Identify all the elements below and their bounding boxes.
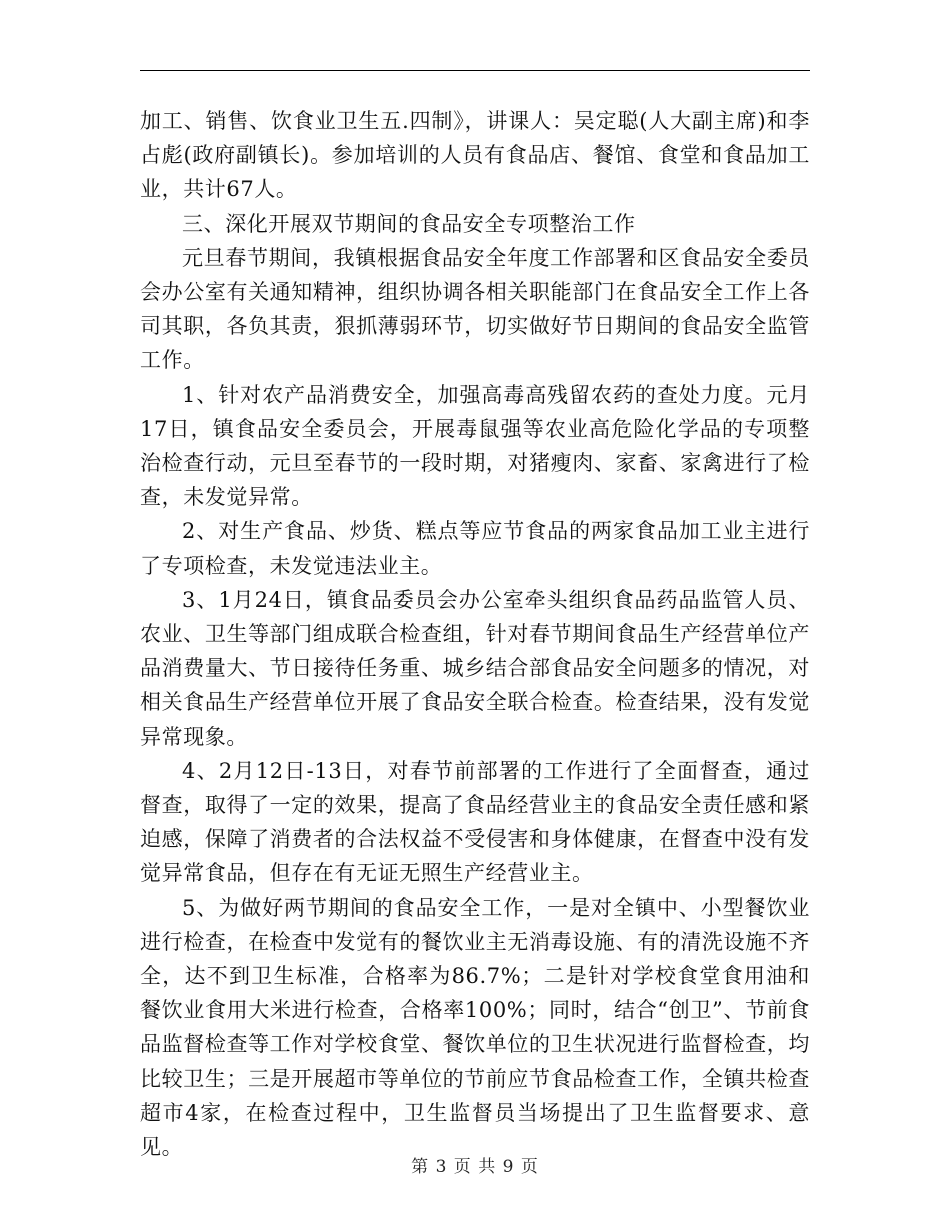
paragraph: 元旦春节期间，我镇根据食品安全年度工作部署和区食品安全委员会办公室有关通知精神，组织协调各相关职能部门在食品安全工作上各司其职，各负其责，狠抓薄弱环节，切实做好节日期间的食品安全监管工作。 (140, 245, 810, 373)
paragraph: 加工、销售、饮食业卫生五.四制》，讲课人：吴定聪(人大副主席)和李占彪(政府副镇长)。参加培训的人员有食品店、餐馆、食堂和食品加工业，共计67人。 (140, 109, 810, 202)
footer-prefix: 第 (411, 1157, 430, 1177)
paragraph: 5、为做好两节期间的食品安全工作，一是对全镇中、小型餐饮业进行检查，在检查中发觉有的餐饮业主无消毒设施、有的清洗设施不齐全，达不到卫生标准，合格率为86.7%；二是针对学校食堂食用油和餐饮业食用大米进行检查，合格率100%；同时，结合“创卫”、节前食品监督检查等工作对学校食堂、餐饮单位的卫生状况进行监督检查，均比较卫生；三是开展超市等单位的节前应节食品检查工作，全镇共检查超市4家，在检查过程中，卫生监督员当场提出了卫生监督要求、意见。 (140, 895, 810, 1160)
paragraph: 3、1月24日，镇食品委员会办公室牵头组织食品药品监管人员、农业、卫生等部门组成联合检查组，针对春节期间食品生产经营单位产品消费量大、节日接待任务重、城乡结合部食品安全问题多的情况，对相关食品生产经营单位开展了食品安全联合检查。检查结果，没有发觉异常现象。 (140, 587, 810, 749)
paragraph: 4、2月12日-13日，对春节前部署的工作进行了全面督查，通过督查，取得了一定的效果，提高了食品经营业主的食品安全责任感和紧迫感，保障了消费者的合法权益不受侵害和身体健康，在督查中没有发觉异常食品，但存在有无证无照生产经营业主。 (140, 758, 810, 886)
footer-page-number: 3 (435, 1157, 448, 1177)
page-footer (0, 1152, 950, 1177)
header-rule (140, 70, 810, 71)
paragraph: 2、对生产食品、炒货、糕点等应节食品的两家食品加工业主进行了专项检查，未发觉违法业主。 (140, 519, 810, 578)
footer-total-pages: 9 (502, 1157, 515, 1177)
section-heading: 三、深化开展双节期间的食品安全专项整治工作 (182, 211, 636, 236)
footer-suffix: 页 (520, 1157, 539, 1177)
footer-middle: 页 共 (453, 1157, 497, 1177)
paragraph: 1、针对农产品消费安全，加强高毒高残留农药的查处力度。元月17日，镇食品安全委员会，开展毒鼠强等农业高危险化学品的专项整治检查行动，元旦至春节的一段时期，对猪瘦肉、家畜、家禽进行了检查，未发觉异常。 (140, 382, 810, 510)
document-body (140, 104, 810, 1164)
